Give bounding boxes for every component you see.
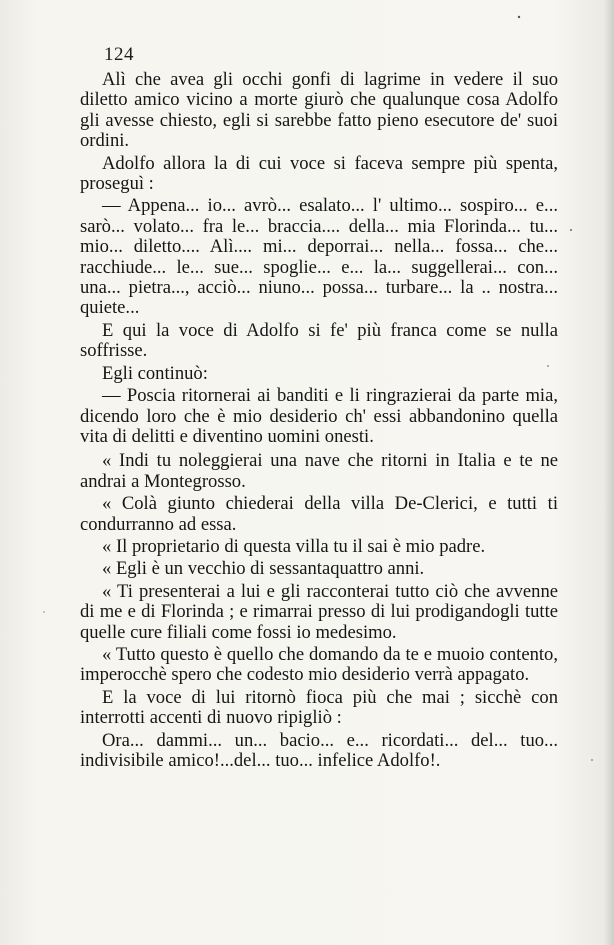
paragraph-10: « Egli è un vecchio di sessantaquattro anni. [102,558,425,580]
paragraph-4: E qui la voce di Adolfo si fe' più franca come se nulla soffrisse. [80,319,558,362]
paragraph-3: — Appena... io... avrò... esalato... l' ultimo... sospiro... e... sarò... volato... fra le... braccia.... della... mia Florinda... tu... mio... diletto.... Alì.... mi... deporrai... nella... fossa... che... racchiude... le... sue... spoglie... e... la... suggellerai... con... una... pietra..., acciò... niuno... possa... turbare... la .. nostra... quiete... [80,195,558,319]
paragraph-2: Adolfo allora la di cui voce si faceva sempre più spenta, proseguì : [80,152,558,195]
paragraph-6: — Poscia ritornerai ai banditi e li ringrazierai da parte mia, dicendo loro che è mio desiderio ch' essi abbandonino quella vita di delitti e diventino uomini onesti. [80,385,558,447]
paragraph-5: Egli continuò: [102,362,208,384]
paragraph-13: E la voce di lui ritornò fioca più che mai ; sicchè con interrotti accenti di nuovo ripigliò : [80,686,558,729]
paragraph-7: « Indi tu noleggierai una nave che ritorni in Italia e te ne andrai a Montegrosso. [80,450,558,492]
paragraph-8: « Colà giunto chiederai della villa De-Clerici, e tutti ti condurranno ad essa. [80,493,558,535]
paragraph-11: « Ti presenterai a lui e gli racconterai tutto ciò che avvenne di me e di Florinda ; e rimarrai presso di lui prodigandogli tutte quelle cure filiali come fossi io medesimo. [80,580,558,643]
body-text [80,70,558,773]
paragraph-14: Ora... dammi... un... bacio... e... ricordati... del... tuo... indivisibile amico!...del... tuo... infelice Adolfo!. [80,729,558,771]
paragraph-12: « Tutto questo è quello che domando da te e muoio contento, imperocchè spero che codesto mio desiderio verrà appagato. [80,643,558,686]
page-number: 124 [104,44,134,65]
page-edge-shadow [604,0,614,945]
paragraph-9: « Il proprietario di questa villa tu il sai è mio padre. [102,535,486,557]
paragraph-1: Alì che avea gli occhi gonfi di lagrime in vedere il suo diletto amico vicino a morte giurò che qualunque cosa Adolfo gli avesse chiesto, egli si sarebbe fatto pieno esecutore de' suoi ordini. [80,69,558,152]
